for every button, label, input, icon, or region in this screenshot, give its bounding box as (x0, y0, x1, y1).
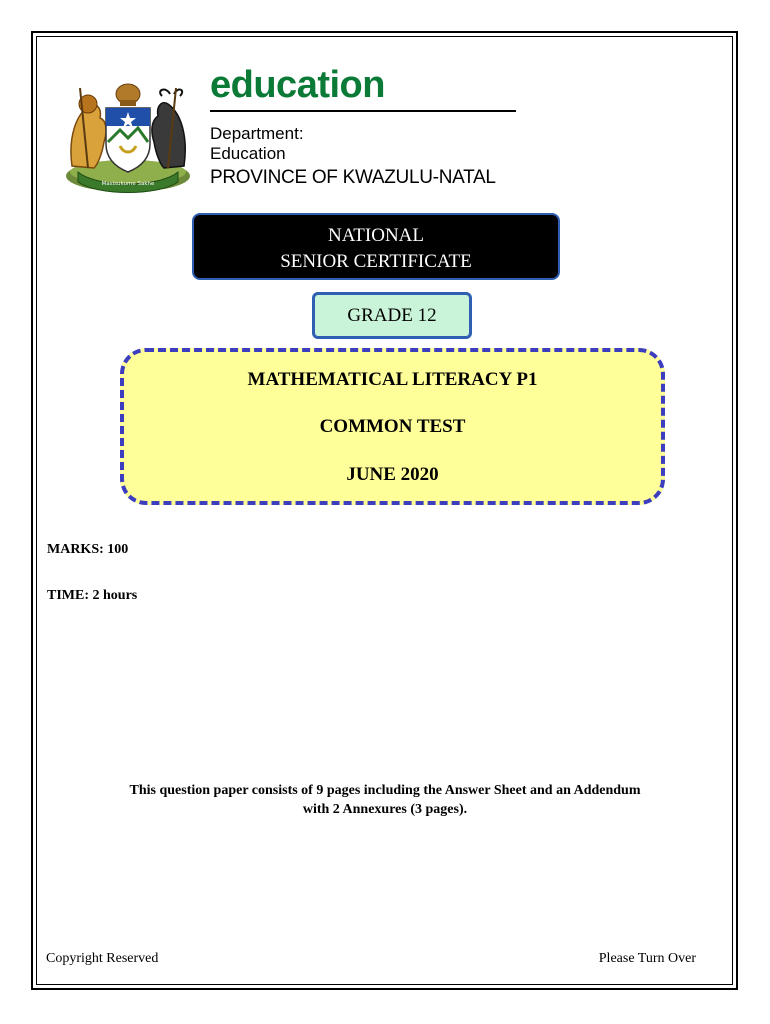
education-logo-word: education (210, 64, 385, 106)
province-name: PROVINCE OF KWAZULU-NATAL (210, 167, 496, 188)
logo-divider (210, 110, 516, 112)
department-header (210, 62, 540, 190)
test-type: COMMON TEST (319, 416, 466, 437)
marks-label: MARKS: 100 (47, 542, 129, 557)
department-name: Education (210, 144, 286, 163)
paper-notice (60, 781, 710, 819)
coat-of-arms-icon (58, 68, 198, 196)
paper-notice-line-2: with 2 Annexures (3 pages). (302, 802, 468, 817)
certificate-line-1: NATIONAL (327, 225, 425, 246)
grade-badge: GRADE 12 (312, 292, 472, 339)
copyright-footer: Copyright Reserved (46, 951, 159, 966)
certificate-line-2: SENIOR CERTIFICATE (280, 251, 472, 272)
time-label: TIME: 2 hours (47, 588, 138, 603)
crest-motto: Masisukume Sakhe (101, 181, 155, 187)
certificate-banner (192, 213, 560, 280)
paper-notice-line-1: This question paper consists of 9 pages including the Answer Sheet and an Addendum (129, 783, 641, 798)
turn-over-footer: Please Turn Over (598, 951, 696, 966)
paper-title-box (120, 348, 665, 505)
department-label: Department: (210, 124, 304, 143)
subject-title: MATHEMATICAL LITERACY P1 (247, 369, 538, 390)
exam-date: JUNE 2020 (346, 464, 439, 485)
